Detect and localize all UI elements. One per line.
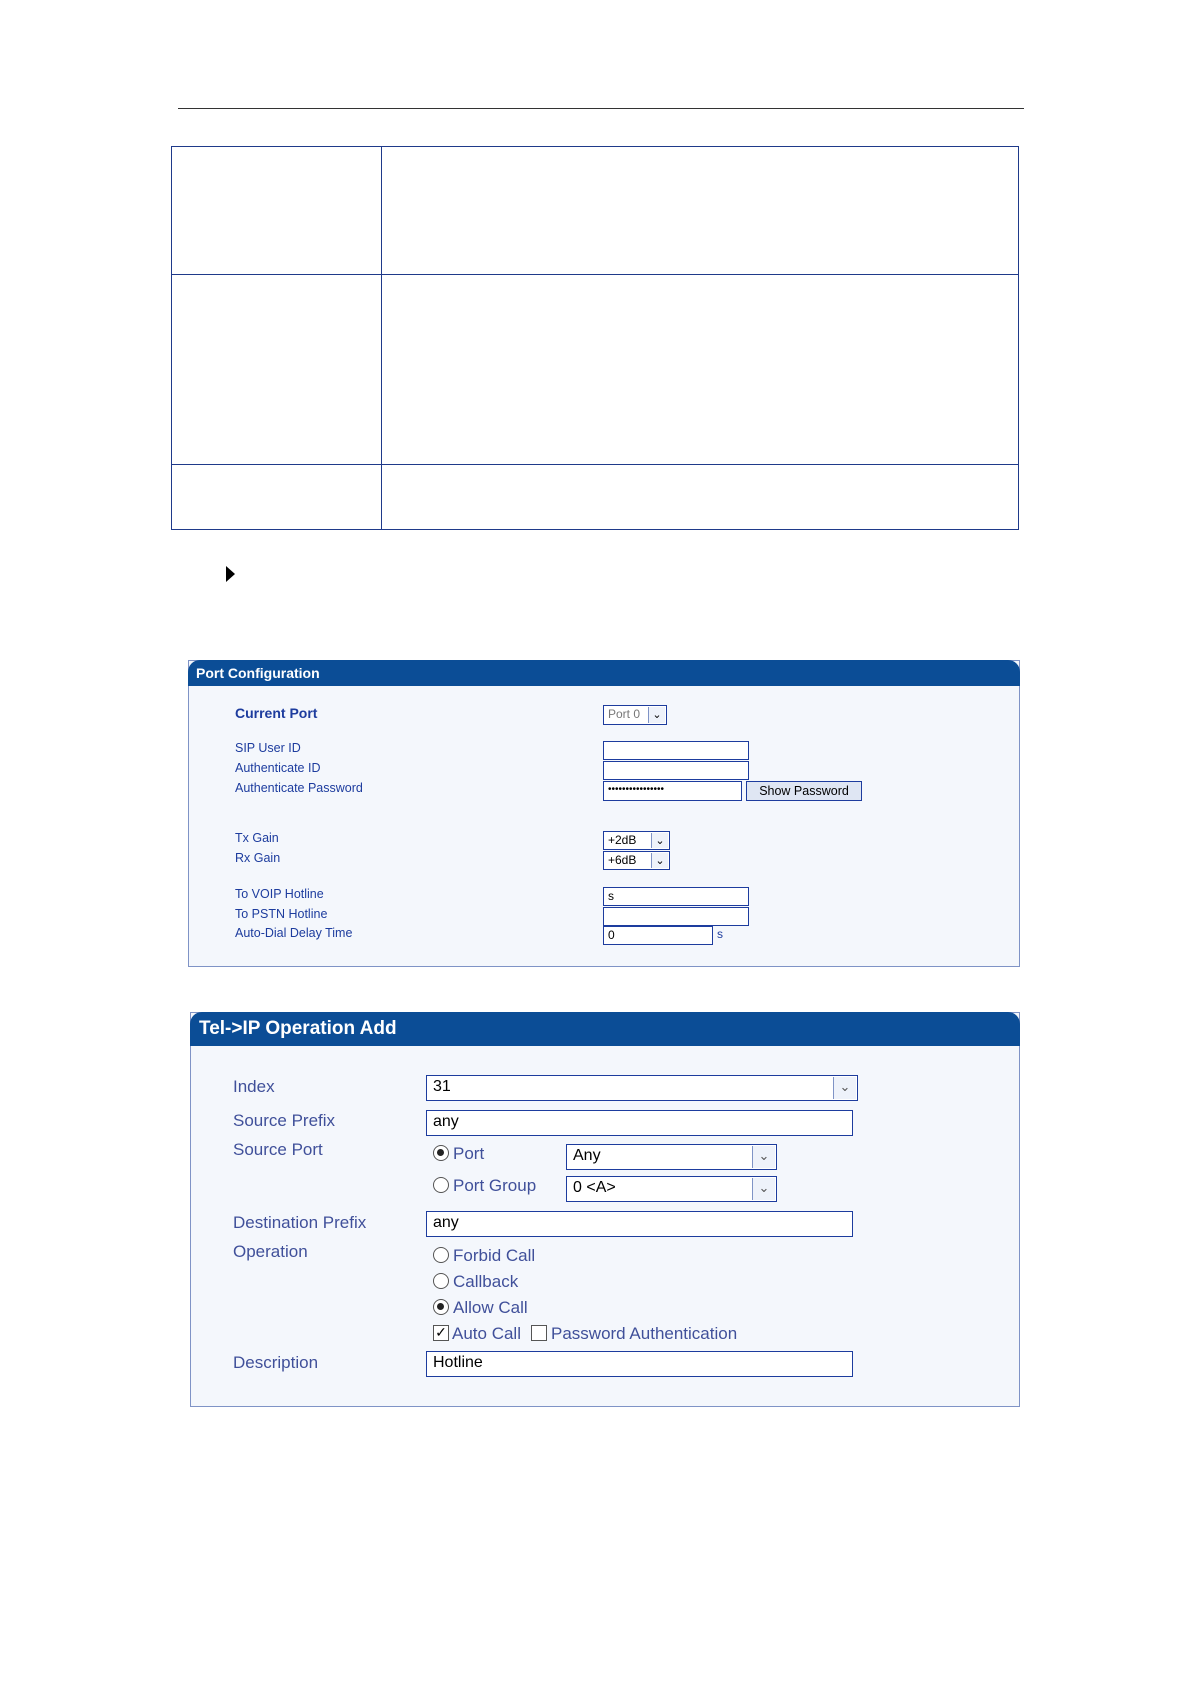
voip-hotline-input[interactable]: s (603, 887, 749, 906)
password-authentication-checkbox[interactable] (531, 1325, 547, 1341)
allow-call-radio[interactable] (433, 1299, 449, 1315)
index-label: Index (233, 1077, 275, 1096)
operation-label: Operation (233, 1242, 308, 1261)
check-icon: ✓ (435, 1324, 447, 1340)
destination-prefix-label: Destination Prefix (233, 1213, 367, 1232)
port-group-option-label: Port Group (453, 1176, 537, 1195)
chevron-down-icon: ⌄ (648, 707, 665, 723)
authenticate-password-input[interactable]: •••••••••••••••• (603, 781, 742, 801)
table-cell (172, 275, 382, 465)
forbid-call-radio[interactable] (433, 1247, 449, 1263)
sip-user-id-input[interactable] (603, 741, 749, 760)
index-value: 31 (433, 1078, 451, 1095)
panel-title: Port Configuration (188, 660, 1020, 686)
description-label: Description (233, 1353, 319, 1372)
rx-gain-label: Rx Gain (235, 851, 281, 865)
allow-call-label: Allow Call (453, 1298, 528, 1317)
bullet-arrow-icon (226, 566, 235, 582)
auto-dial-delay-label: Auto-Dial Delay Time (235, 926, 353, 940)
current-port-label: Current Port (235, 705, 318, 721)
table-row (172, 147, 1019, 275)
password-authentication-label: Password Authentication (551, 1324, 738, 1343)
current-port-select[interactable] (603, 705, 667, 725)
port-radio[interactable] (433, 1145, 449, 1161)
index-select[interactable] (426, 1075, 858, 1101)
auto-dial-delay-input[interactable]: 0 (603, 926, 713, 945)
source-prefix-label: Source Prefix (233, 1111, 336, 1130)
port-group-radio[interactable] (433, 1177, 449, 1193)
pstn-hotline-input[interactable] (603, 907, 749, 926)
table-cell (382, 275, 1019, 465)
port-option-label: Port (453, 1144, 485, 1163)
destination-prefix-input[interactable]: any (426, 1211, 853, 1237)
chevron-down-icon: ⌄ (752, 1178, 775, 1200)
parameter-table (171, 146, 1019, 530)
forbid-call-label: Forbid Call (453, 1246, 536, 1265)
current-port-value: Port 0 (608, 707, 641, 721)
authenticate-id-label: Authenticate ID (235, 761, 321, 775)
pstn-hotline-label: To PSTN Hotline (235, 907, 328, 921)
auto-dial-delay-unit: s (717, 927, 723, 941)
port-select-value: Any (573, 1147, 601, 1164)
callback-radio[interactable] (433, 1273, 449, 1289)
table-cell (172, 147, 382, 275)
rx-gain-value: +6dB (608, 853, 637, 867)
authenticate-password-label: Authenticate Password (235, 781, 363, 795)
panel-title: Tel->IP Operation Add (190, 1012, 1020, 1046)
chevron-down-icon: ⌄ (651, 833, 668, 848)
chevron-down-icon: ⌄ (651, 853, 668, 868)
port-configuration-panel (188, 660, 1020, 967)
voip-hotline-label: To VOIP Hotline (235, 887, 324, 901)
port-group-select-value: 0 <A> (573, 1179, 616, 1196)
authenticate-id-input[interactable] (603, 761, 749, 780)
source-prefix-input[interactable]: any (426, 1110, 853, 1136)
table-cell (172, 465, 382, 530)
auto-call-label: Auto Call (452, 1324, 521, 1343)
auto-call-checkbox[interactable] (433, 1325, 449, 1341)
tx-gain-label: Tx Gain (235, 831, 279, 845)
tel-ip-operation-panel (190, 1012, 1020, 1407)
chevron-down-icon: ⌄ (833, 1077, 856, 1099)
table-cell (382, 465, 1019, 530)
description-input[interactable]: Hotline (426, 1351, 853, 1377)
rx-gain-select[interactable] (603, 851, 670, 870)
chevron-down-icon: ⌄ (752, 1146, 775, 1168)
table-row (172, 465, 1019, 530)
table-row (172, 275, 1019, 465)
show-password-button[interactable]: Show Password (746, 781, 862, 801)
tx-gain-select[interactable] (603, 831, 670, 850)
table-cell (382, 147, 1019, 275)
header-rule (178, 108, 1024, 109)
callback-label: Callback (453, 1272, 519, 1291)
source-port-label: Source Port (233, 1140, 323, 1159)
port-group-select[interactable] (566, 1176, 777, 1202)
tx-gain-value: +2dB (608, 833, 637, 847)
port-select[interactable] (566, 1144, 777, 1170)
sip-user-id-label: SIP User ID (235, 741, 301, 755)
